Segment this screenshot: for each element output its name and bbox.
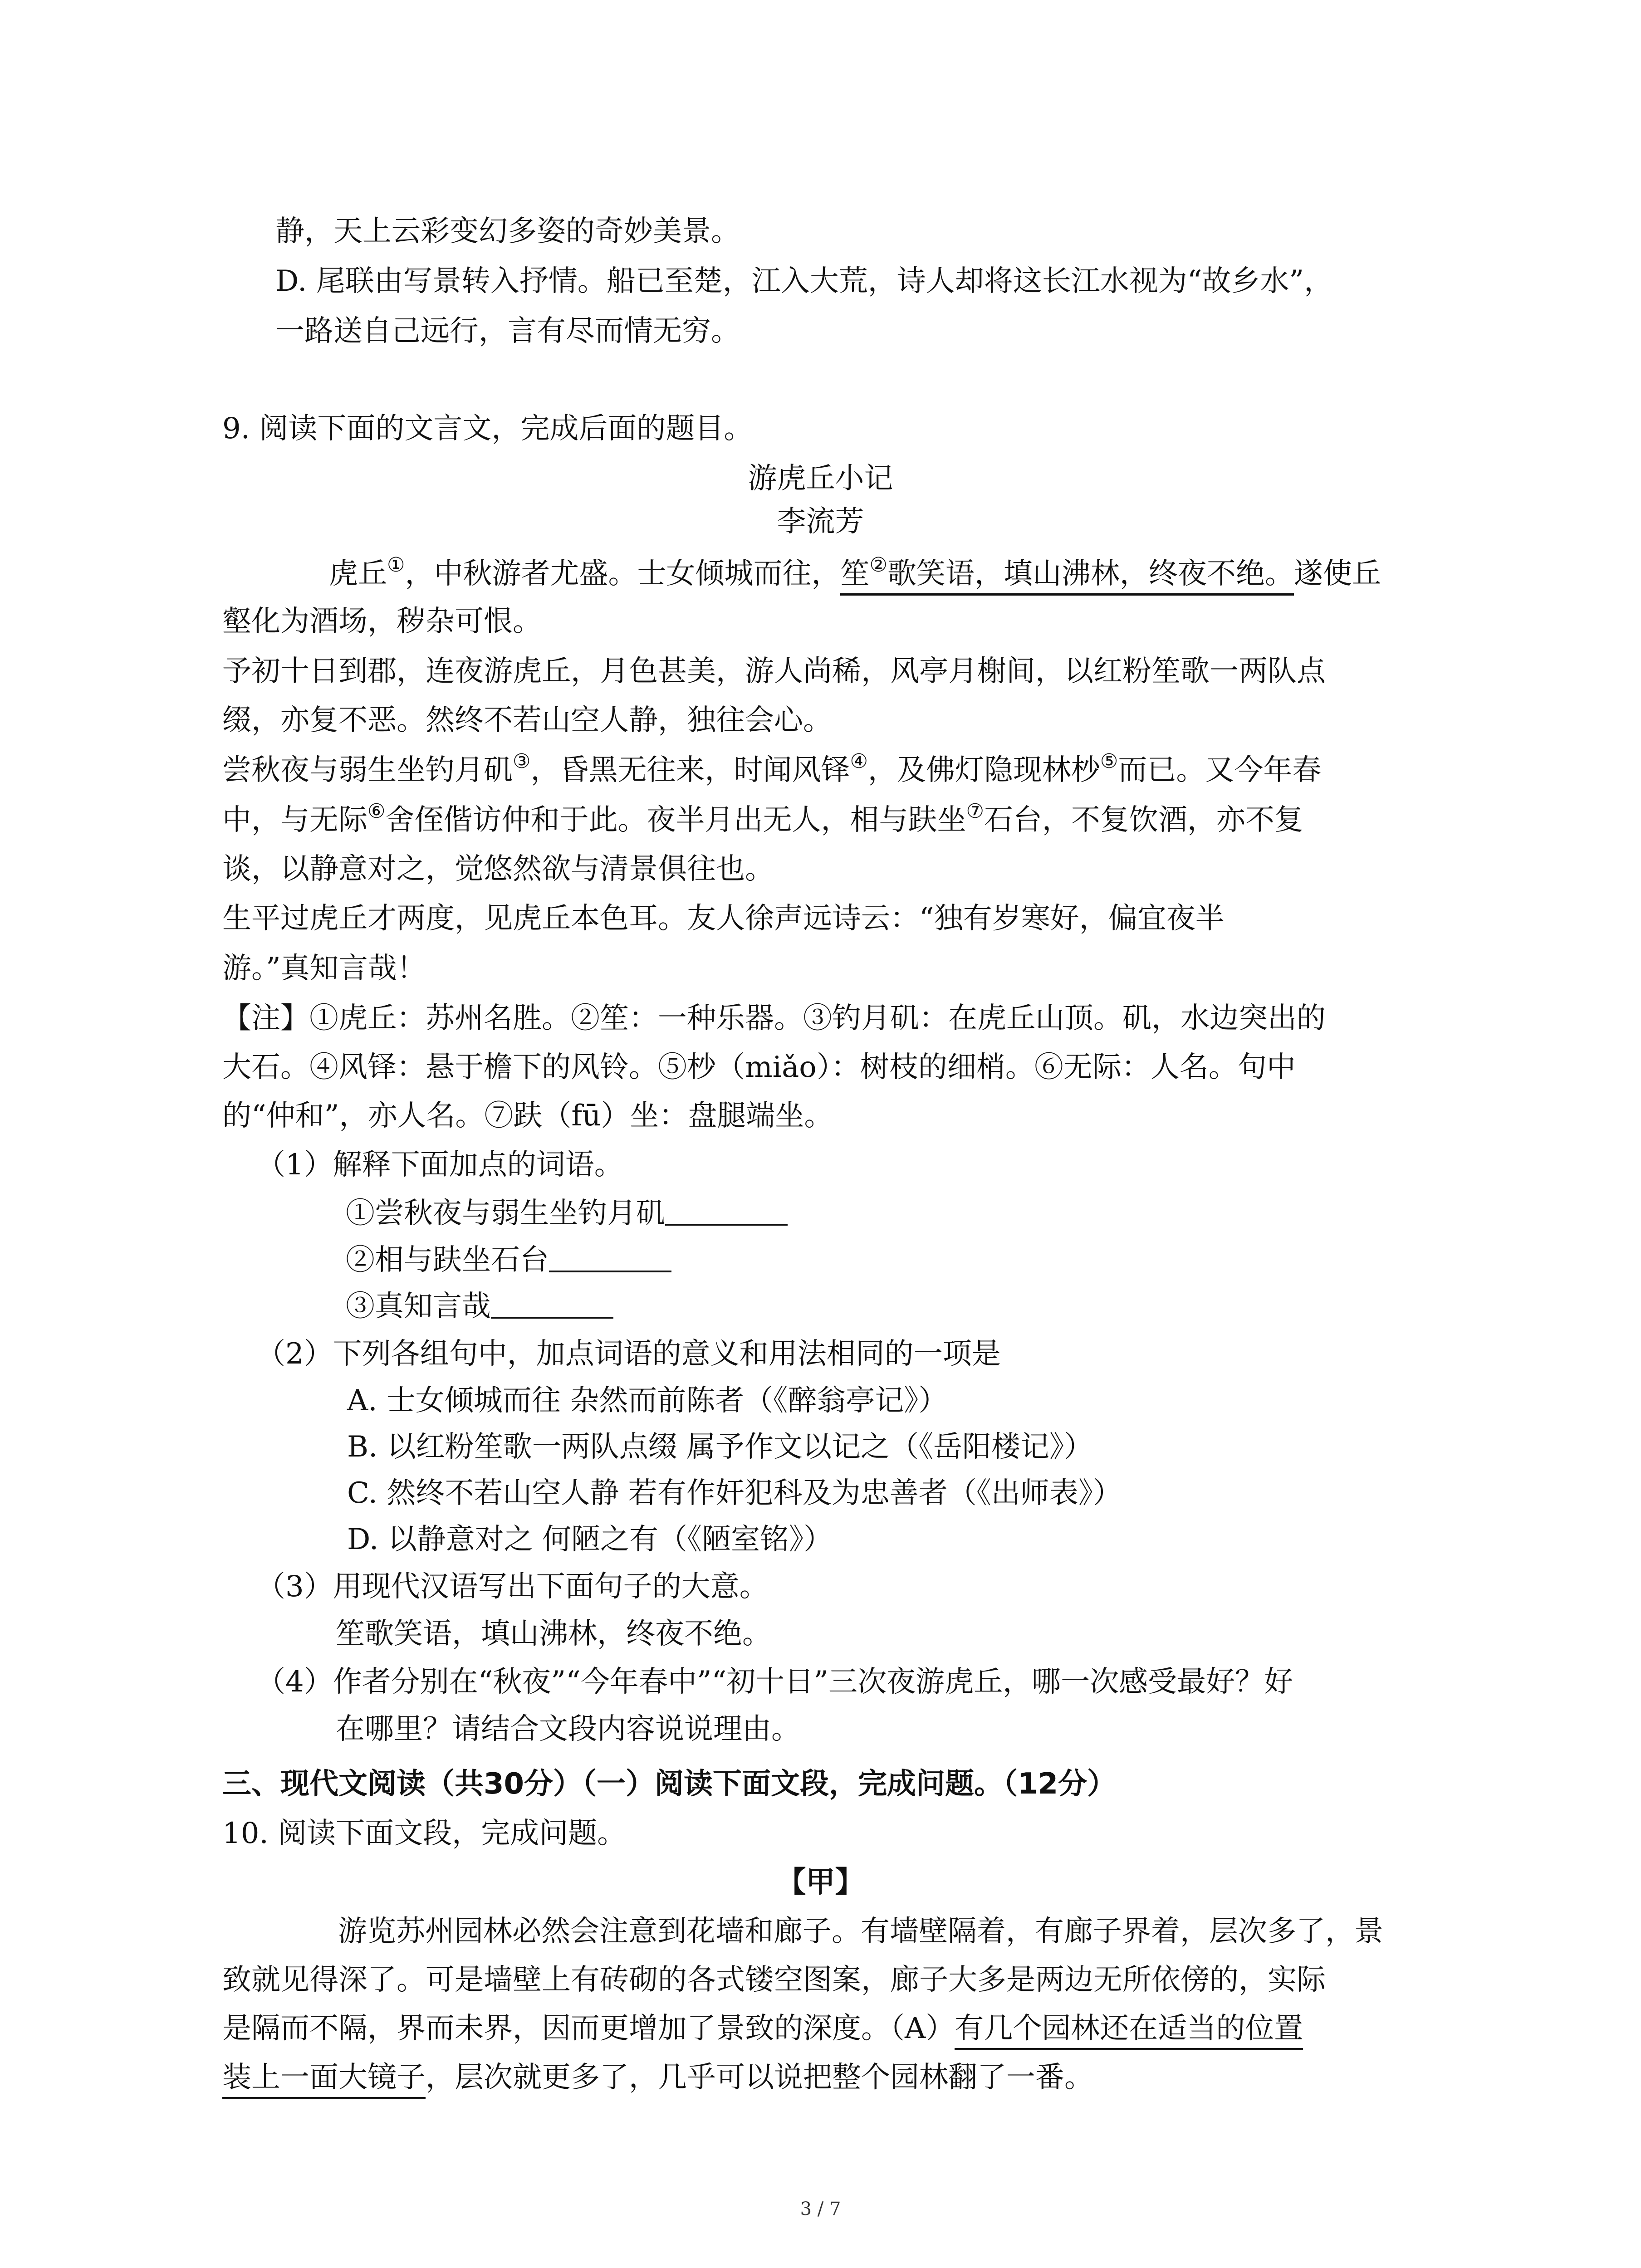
passage-line: 予初十日到郡，连夜游虎丘，月色甚美，游人尚稀，风亭月榭间，以红粉笙歌一两队点 <box>222 655 1326 688</box>
passage-line: 装上一面大镜子，层次就更多了，几乎可以说把整个园林翻了一番。 <box>222 2059 1093 2096</box>
question-10-prompt: 10. 阅读下面文段，完成问题。 <box>222 1817 627 1850</box>
answer-blank[interactable] <box>665 1197 788 1226</box>
passage-line: 虎丘①，中秋游者尤盛。士女倾城而往，笙②歌笑语，填山沸林，终夜不绝。遂使丘 <box>329 556 1381 592</box>
passage-author: 李流芳 <box>777 505 864 538</box>
footnote-line: 的“仲和”，亦人名。⑦趺（fū）坐：盘腿端坐。 <box>222 1099 833 1133</box>
passage-label-jia: 【甲】 <box>777 1866 864 1899</box>
passage-line: 中，与无际⑥舍侄偕访仲和于此。夜半月出无人，相与趺坐⑦石台，不复饮酒，亦不复 <box>222 800 1303 837</box>
section-heading: 三、现代文阅读（共30分）（一）阅读下面文段，完成问题。（12分） <box>222 1767 1117 1801</box>
subquestion-4-cont: 在哪里？请结合文段内容说说理由。 <box>336 1712 800 1746</box>
underlined-sentence: 装上一面大镜子 <box>222 2061 426 2099</box>
subquestion-1-item: ①尝秋夜与弱生坐钓月矶 <box>346 1195 788 1232</box>
underlined-sentence: 笙②歌笑语，填山沸林，终夜不绝。 <box>840 557 1293 596</box>
answer-blank[interactable] <box>491 1290 613 1319</box>
passage-line: 游览苏州园林必然会注意到花墙和廊子。有墙壁隔着，有廊子界着，层次多了，景 <box>338 1915 1383 1948</box>
subquestion-1-item: ②相与趺坐石台 <box>346 1242 671 1278</box>
question-9-prompt: 9. 阅读下面的文言文，完成后面的题目。 <box>222 412 753 445</box>
option-c: C. 然终不若山空人静 若有作奸犯科及为忠善者（《出师表》） <box>347 1476 1122 1510</box>
passage-line: 尝秋夜与弱生坐钓月矶③，昏黑无往来，时闻风铎④，及佛灯隐现林杪⑤而已。又今年春 <box>222 750 1322 787</box>
passage-line: 壑化为酒场，秽杂可恨。 <box>222 605 542 638</box>
option-b: B. 以红粉笙歌一两队点缀 属予作文以记之（《岳阳楼记》） <box>347 1430 1093 1464</box>
subquestion-3-sentence: 笙歌笑语，填山沸林，终夜不绝。 <box>336 1617 771 1651</box>
answer-blank[interactable] <box>549 1243 671 1272</box>
passage-line: 生平过虎丘才两度，见虎丘本色耳。友人徐声远诗云：“独有岁寒好，偏宜夜半 <box>222 902 1225 935</box>
footnote-line: 大石。④风铎：悬于檐下的风铃。⑤杪（miǎo）：树枝的细梢。⑥无际：人名。句中 <box>222 1051 1296 1084</box>
passage-line: 是隔而不隔，界而未界，因而更增加了景致的深度。（A）有几个园林还在适当的位置 <box>222 2010 1303 2047</box>
text-line: 静，天上云彩变幻多姿的奇妙美景。 <box>275 215 740 248</box>
subquestion-2: （2）下列各组句中，加点词语的意义和用法相同的一项是 <box>256 1337 1001 1371</box>
passage-line: 缀，亦复不恶。然终不若山空人静，独往会心。 <box>222 704 832 737</box>
passage-title: 游虎丘小记 <box>748 462 893 495</box>
page-number: 3 / 7 <box>800 2199 841 2219</box>
passage-line: 游。”真知言哉！ <box>222 952 426 985</box>
option-a: A. 士女倾城而往 杂然而前陈者（《醉翁亭记》） <box>347 1384 948 1418</box>
option-d-line: D. 尾联由写景转入抒情。船已至楚，江入大荒，诗人却将这长江水视为“故乡水”， <box>275 264 1333 298</box>
subquestion-1-item: ③真知言哉 <box>346 1288 613 1325</box>
option-d: D. 以静意对之 何陋之有（《陋室铭》） <box>347 1523 833 1556</box>
subquestion-4: （4）作者分别在“秋夜”“今年春中”“初十日”三次夜游虎丘，哪一次感受最好？好 <box>256 1665 1293 1699</box>
passage-line: 致就见得深了。可是墙壁上有砖砌的各式镂空图案，廊子大多是两边无所依傍的，实际 <box>222 1963 1326 1997</box>
passage-line: 谈，以静意对之，觉悠然欲与清景俱往也。 <box>222 852 774 886</box>
subquestion-1: （1）解释下面加点的词语。 <box>256 1148 623 1182</box>
footnote-line: 【注】①虎丘：苏州名胜。②笙：一种乐器。③钓月矶：在虎丘山顶。矶，水边突出的 <box>222 1002 1326 1035</box>
underlined-sentence: 有几个园林还在适当的位置 <box>955 2012 1303 2050</box>
subquestion-3: （3）用现代汉语写出下面句子的大意。 <box>256 1570 769 1603</box>
text-line: 一路送自己远行，言有尽而情无穷。 <box>275 314 740 348</box>
